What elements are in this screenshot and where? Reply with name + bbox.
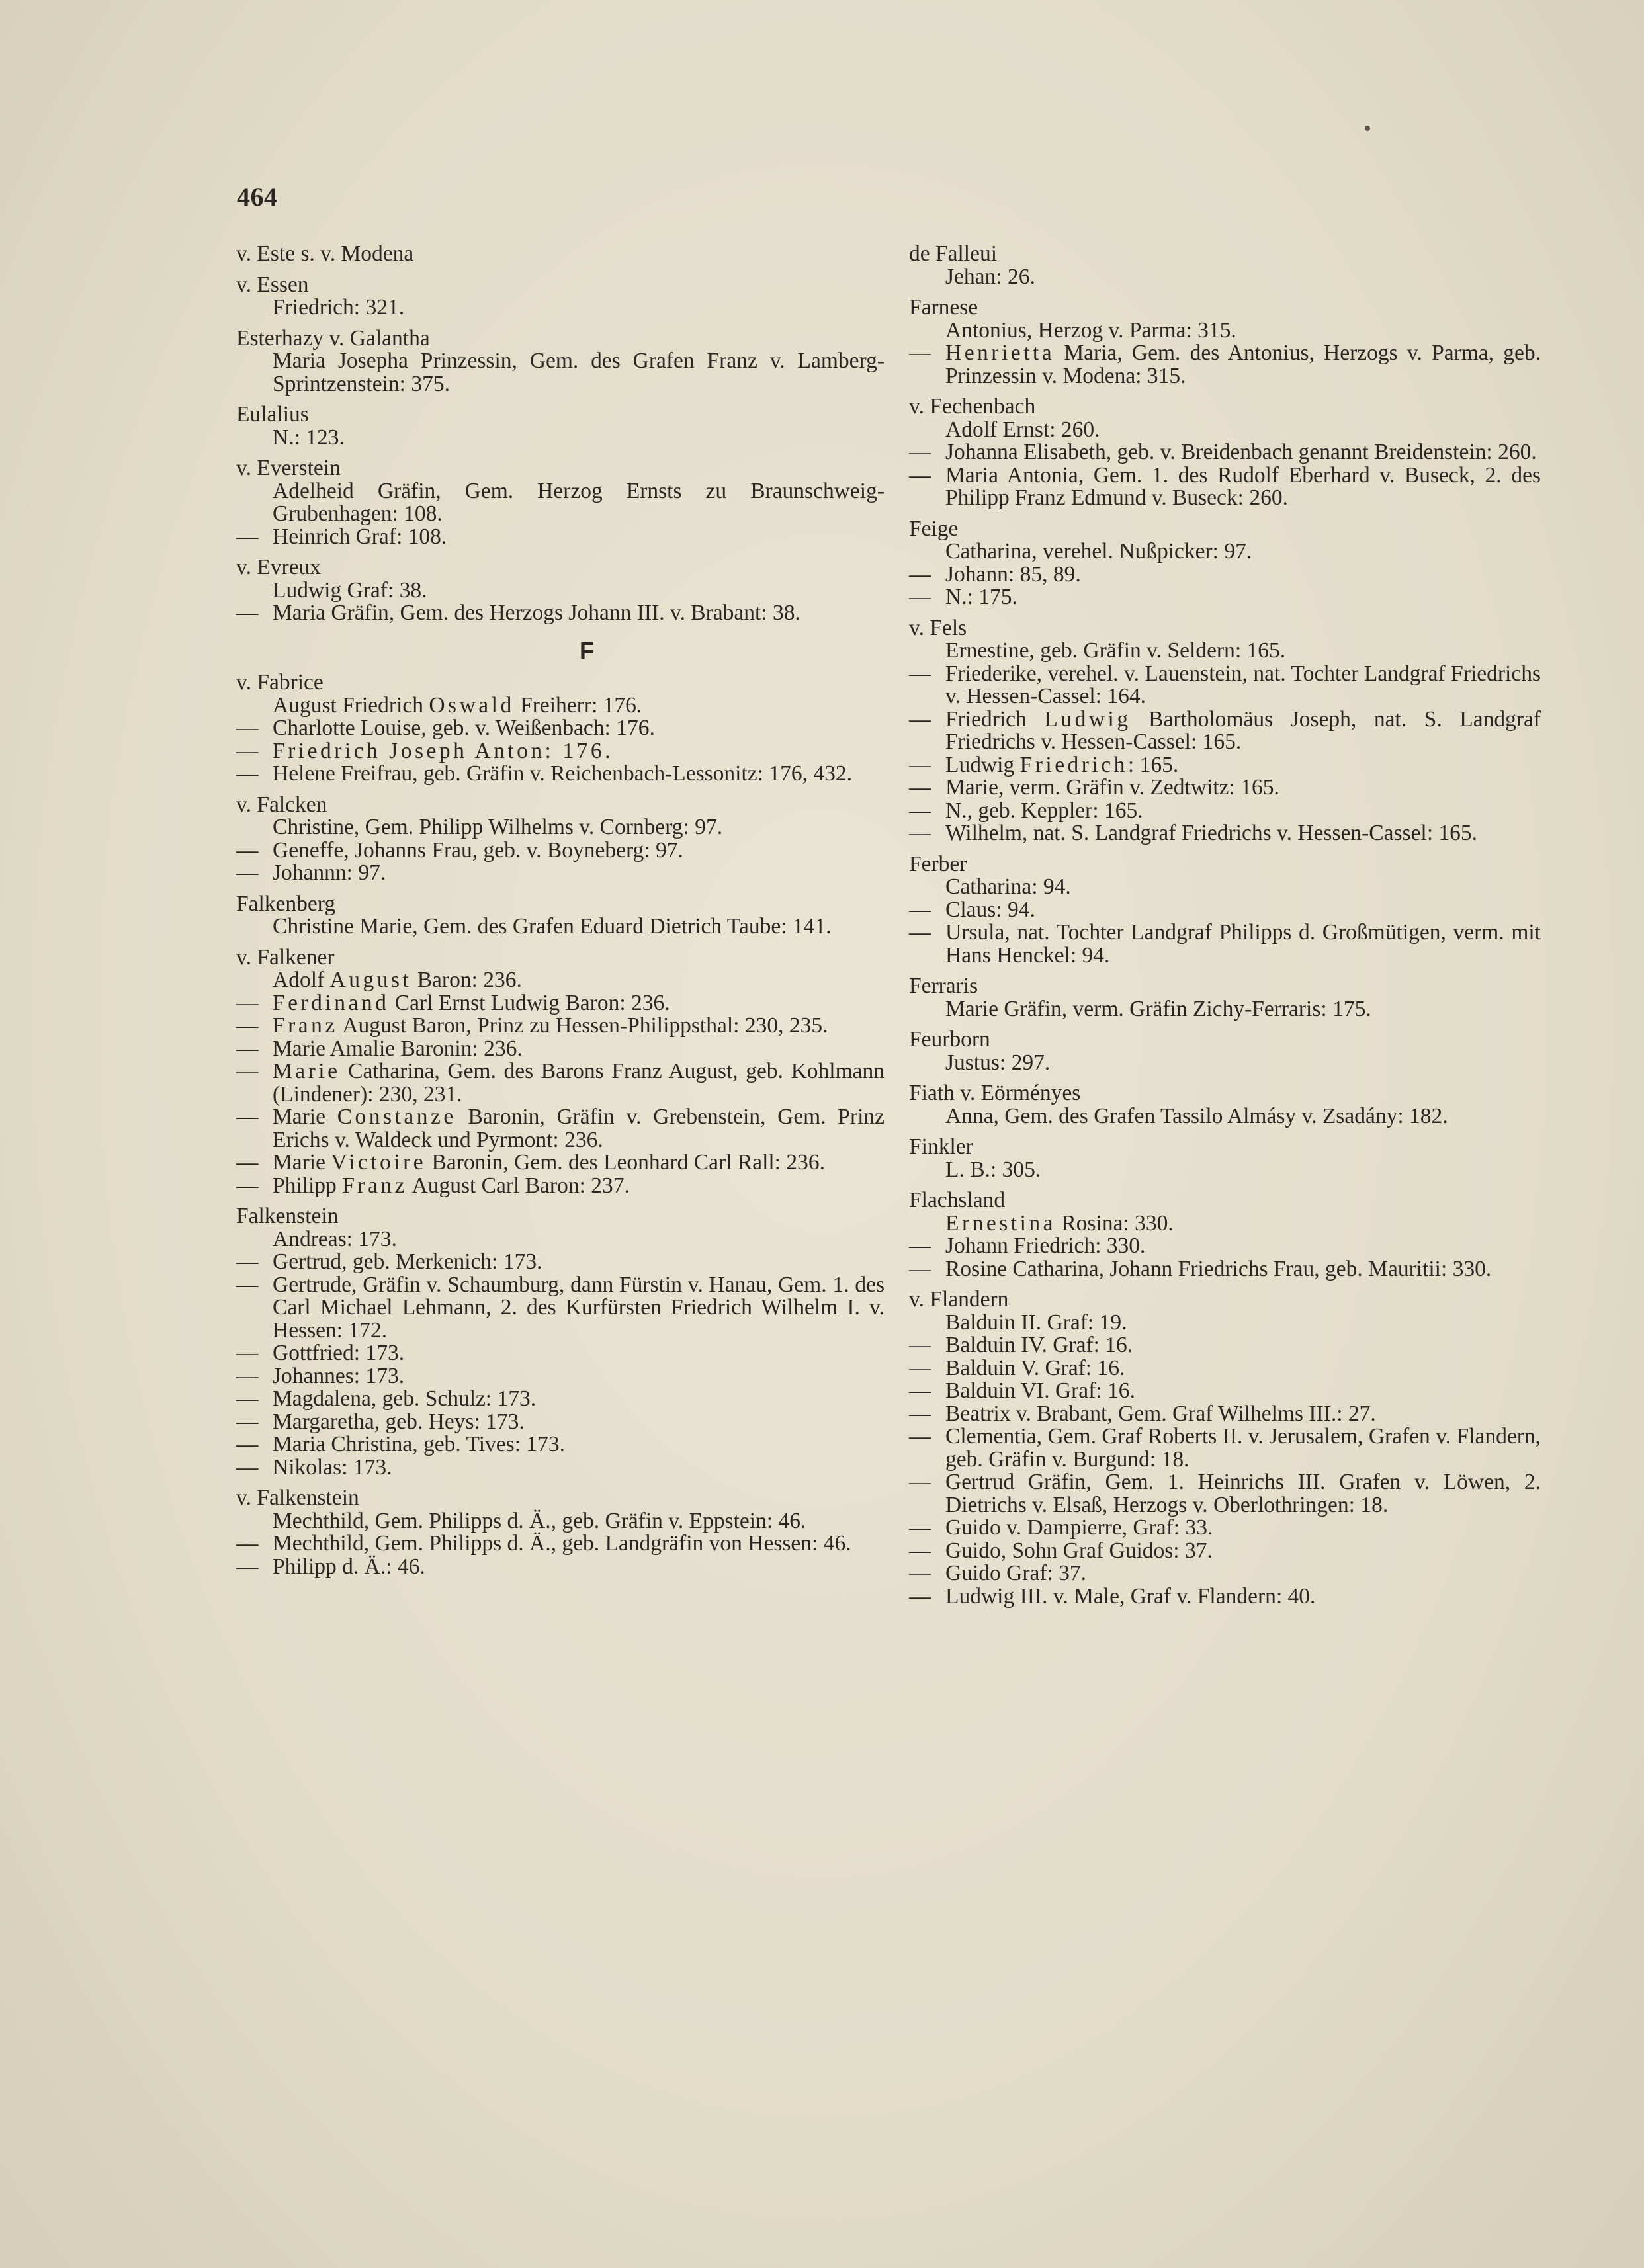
text: Friedrich: [945, 706, 1027, 732]
entry-subline: [236, 1175, 885, 1198]
text: Rosina: 330.: [1061, 1210, 1174, 1236]
entry-line: Justus: 297.: [945, 1050, 1051, 1075]
entry-head: de Falleui: [909, 241, 998, 266]
dash: —: [909, 1424, 931, 1449]
dash: —: [236, 990, 259, 1015]
index-entry-ferraris: [909, 975, 1541, 1021]
spaced-name: Ernestina: [945, 1210, 1057, 1236]
entry-line: L. B.: 305.: [945, 1157, 1041, 1182]
entry-subline-text: Balduin IV. Graf: 16.: [945, 1333, 1133, 1357]
entry-subline-text: Magdalena, geb. Schulz: 173.: [273, 1386, 537, 1411]
spaced-name: Oswald: [429, 693, 515, 718]
dash: —: [909, 661, 931, 686]
entry-subline-text: Charlotte Louise, geb. v. Weißenbach: 176.: [273, 716, 655, 740]
index-entry-ferber: [909, 853, 1541, 968]
entry-subline-text: Balduin VI. Graf: 16.: [945, 1378, 1135, 1403]
dash: —: [909, 585, 931, 609]
dash: —: [909, 798, 931, 823]
entry-subline: [909, 1235, 1541, 1258]
text: : 165.: [1127, 752, 1179, 777]
dash: —: [909, 341, 931, 365]
entry-head: Ferraris: [909, 974, 978, 998]
entry-subline-text: Gertrud, geb. Merkenich: 173.: [273, 1249, 542, 1274]
index-entry-fabrice: [236, 671, 885, 786]
entry-head: Farnese: [909, 295, 978, 319]
dash: —: [909, 562, 931, 587]
entry-line: Catharina: 94.: [945, 874, 1071, 899]
text: August Friedrich: [273, 693, 423, 718]
entry-subline: [236, 763, 885, 786]
dash: —: [236, 1059, 259, 1083]
entry-subline: [236, 1251, 885, 1274]
entry-subline: [909, 1357, 1541, 1380]
dash: —: [909, 1583, 931, 1609]
entry-subline-text: Gertrude, Gräfin v. Schaumburg, dann Fürstin v. Hanau, Gem. 1. des Carl Michael Lehmann, 2. des Kurfürsten Friedrich Wilhelm I. v. Hessen: 172.: [273, 1272, 885, 1343]
entry-head: v. Falcken: [236, 792, 327, 817]
dash: —: [909, 1470, 931, 1494]
index-entry-fechenbach: [909, 396, 1541, 510]
entry-line: Balduin II. Graf: 19.: [945, 1310, 1127, 1335]
entry-head: v. Everstein: [236, 456, 341, 480]
text: Ludwig: [945, 752, 1015, 777]
entry-head: v. Essen: [236, 272, 309, 297]
entry-subline: [909, 800, 1541, 823]
spaced-name: Victoire: [331, 1150, 427, 1175]
entry-line: Catharina, verehel. Nußpicker: 97.: [945, 539, 1252, 564]
text: Friederike, verehel. v. Lauenstein, nat. Tochter Landgraf Friedrichs v. Hessen-Cassel: 164.: [945, 661, 1541, 708]
dash: —: [909, 706, 931, 732]
spaced-name: Franz: [273, 1013, 338, 1038]
entry-head: v. Evreux: [236, 555, 322, 579]
entry-subline: [236, 740, 885, 763]
entry-subline-text: Geneffe, Johanns Frau, geb. v. Boyneberg: 97.: [273, 837, 683, 862]
entry-subline: [236, 1533, 885, 1556]
entry-subline: [909, 1380, 1541, 1403]
entry-subline: [909, 564, 1541, 587]
section-letter: F: [580, 636, 594, 664]
entry-subline-text: Gottfried: 173.: [273, 1341, 405, 1365]
entry-line: Anna, Gem. des Grafen Tassilo Almásy v. Zsadány: 182.: [945, 1103, 1448, 1128]
entry-subline: [236, 1152, 885, 1175]
entry-subline: [236, 839, 885, 862]
dash: —: [909, 440, 931, 464]
entry-subline-text: Friedrich Joseph Anton: 176.: [273, 738, 613, 763]
entry-subline-text: Mechthild, Gem. Philipps d. Ä., geb. Landgräfin von Hessen: 46.: [273, 1531, 851, 1556]
entry-head: Falkenstein: [236, 1204, 339, 1228]
entry-subline-text: Rosine Catharina, Johann Friedrichs Frau, geb. Mauritii: 330.: [945, 1256, 1492, 1281]
entry-line: Maria Josepha Prinzessin, Gem. des Grafen Franz v. Lamberg-Sprintzenstein: 375.: [273, 349, 885, 396]
entry-subline: [236, 1433, 885, 1456]
index-entry-v-falkenstein: [236, 1487, 885, 1578]
entry-subline-text: Philipp d. Ä.: 46.: [273, 1554, 425, 1579]
entry-subline: [909, 708, 1541, 754]
spaced-name: Friedrich: [1019, 752, 1128, 777]
entry-line: [236, 969, 885, 992]
text: Marie Amalie Baronin: 236.: [273, 1036, 523, 1061]
entry-subline-text: Maria Christina, geb. Tives: 173.: [273, 1432, 566, 1456]
entry-subline: [909, 754, 1541, 777]
entry-subline-text: Johann: 85, 89.: [945, 562, 1081, 587]
text: August Baron, Prinz zu Hessen-Philippsthal: 230, 235.: [342, 1013, 828, 1038]
entry-line: Friedrich: 321.: [273, 295, 405, 319]
dash: —: [909, 1538, 931, 1563]
index-entry-eulalius: [236, 403, 885, 449]
index-entry-finkler: [909, 1136, 1541, 1181]
index-entry-falleui: [909, 243, 1541, 288]
entry-head: v. Fels: [909, 615, 967, 640]
dash: —: [236, 1531, 259, 1556]
index-entry-evreux: [236, 556, 885, 625]
text: Wilhelm, nat. S. Landgraf Friedrichs v. Hessen-Cassel: 165.: [945, 821, 1478, 845]
dash: —: [236, 738, 259, 763]
entry-subline: [909, 777, 1541, 800]
dash: —: [909, 1256, 931, 1281]
entry-subline-text: Ludwig III. v. Male, Graf v. Flandern: 40.: [945, 1583, 1316, 1609]
entry-subline: [236, 1365, 885, 1388]
text: Marie, verm. Gräfin v. Zedtwitz: 165.: [945, 775, 1279, 800]
text: Bartholomäus Joseph, nat. S. Landgraf Friedrichs v. Hessen-Cassel: 165.: [945, 706, 1541, 754]
text: Philipp: [273, 1173, 337, 1198]
index-entry-everstein: [236, 457, 885, 548]
text: Carl Ernst Ludwig Baron: 236.: [394, 990, 670, 1015]
entry-subline: [909, 441, 1541, 464]
text: Adolf: [273, 968, 325, 992]
entry-head: Feige: [909, 516, 959, 541]
dash: —: [909, 897, 931, 922]
right-column: [909, 243, 1541, 1616]
entry-subline-text: Nikolas: 173.: [273, 1454, 392, 1480]
text: Marie: [273, 1105, 325, 1129]
dash: —: [236, 861, 259, 885]
entry-subline-text: Helene Freifrau, geb. Gräfin v. Reichenbach-Lessonitz: 176, 432.: [273, 761, 852, 786]
entry-line: [236, 694, 885, 718]
entry-subline: [909, 586, 1541, 609]
index-entry-feige: [909, 518, 1541, 609]
spaced-name: Marie: [273, 1059, 341, 1083]
index-entry-flandern: [909, 1288, 1541, 1608]
index-entry-falkener: [236, 946, 885, 1198]
entry-line: Andreas: 173.: [273, 1226, 397, 1251]
entry-line: N.: 123.: [273, 425, 345, 450]
entry-subline-text: Guido Graf: 37.: [945, 1561, 1087, 1585]
dash: —: [909, 1561, 931, 1585]
dash: —: [909, 1355, 931, 1380]
index-entry-fels: [909, 617, 1541, 845]
spaced-name: Henrietta: [945, 341, 1055, 365]
entry-head: Ferber: [909, 851, 967, 876]
entry-subline-text: Heinrich Graf: 108.: [273, 524, 447, 549]
entry-head: Eulalius: [236, 402, 309, 427]
left-column: [236, 243, 885, 1586]
index-entry-falcken: [236, 794, 885, 885]
index-entry-falkenberg: [236, 893, 885, 939]
entry-subline: [909, 1585, 1541, 1609]
entry-line: [909, 1212, 1541, 1236]
text: Catharina, Gem. des Barons Franz August, geb. Kohlmann (Lindener): 230, 231.: [273, 1059, 885, 1107]
dash: —: [236, 761, 259, 786]
index-entry-feurborn: [909, 1029, 1541, 1074]
text: Maria, Gem. des Antonius, Herzogs v. Parma, geb. Prinzessin v. Modena: 315.: [945, 341, 1541, 388]
entry-subline: [236, 1274, 885, 1343]
dash: —: [236, 837, 259, 862]
entry-subline: [909, 1540, 1541, 1563]
text: Baron: 236.: [417, 968, 522, 992]
text: Baronin, Gem. des Leonhard Carl Rall: 236.: [431, 1150, 825, 1175]
entry-subline: [909, 822, 1541, 845]
entry-head: Flachsland: [909, 1188, 1006, 1212]
dash: —: [909, 462, 931, 487]
entry-head: Esterhazy v. Galantha: [236, 325, 430, 351]
dash: —: [236, 1105, 259, 1129]
spaced-name: Constanze: [337, 1105, 456, 1129]
dash: —: [909, 920, 931, 945]
entry-subline: [236, 1015, 885, 1038]
text: N., geb. Keppler: 165.: [945, 798, 1143, 823]
entry-subline: [236, 992, 885, 1015]
entry-head: Falkenberg: [236, 891, 336, 916]
entry-line: Ernestine, geb. Gräfin v. Seldern: 165.: [945, 638, 1286, 663]
entry-subline: [909, 464, 1541, 510]
entry-subline-text: Johannes: 173.: [273, 1363, 405, 1388]
ink-speck: [1365, 126, 1370, 131]
entry-subline: [236, 717, 885, 740]
entry-subline: [236, 526, 885, 549]
entry-line: Adelheid Gräfin, Gem. Herzog Ernsts zu Braunschweig-Grubenhagen: 108.: [273, 478, 885, 526]
entry-subline-text: Claus: 94.: [945, 897, 1035, 922]
entry-subline-text: Guido v. Dampierre, Graf: 33.: [945, 1515, 1213, 1540]
entry-line: Christine, Gem. Philipp Wilhelms v. Cornberg: 97.: [273, 815, 723, 839]
dash: —: [236, 524, 259, 549]
dash: —: [909, 775, 931, 800]
dash: —: [236, 1272, 259, 1297]
dash: —: [236, 1554, 259, 1579]
entry-subline-text: Balduin V. Graf: 16.: [945, 1355, 1125, 1380]
dash: —: [909, 1234, 931, 1258]
entry-subline: [909, 1403, 1541, 1426]
spaced-name: Ferdinand: [273, 990, 390, 1015]
entry-subline: [236, 1038, 885, 1061]
entry-head: v. Este s. v. Modena: [236, 241, 414, 266]
index-entry-flachsland: [909, 1189, 1541, 1281]
dash: —: [909, 752, 931, 777]
entry-subline: [909, 1334, 1541, 1357]
entry-subline: [236, 1106, 885, 1152]
entry-subline-text: Johanna Elisabeth, geb. v. Breidenbach genannt Breidenstein: 260.: [945, 440, 1537, 464]
page-number: 464: [237, 182, 278, 212]
entry-subline: [909, 1562, 1541, 1585]
entry-head: Fiath v. Eörményes: [909, 1081, 1081, 1105]
entry-head: Feurborn: [909, 1027, 990, 1052]
text: Baronin, Gräfin v. Grebenstein, Gem. Prinz Erichs v. Waldeck und Pyrmont: 236.: [273, 1105, 885, 1152]
entry-head: v. Falkener: [236, 945, 335, 970]
entry-line: Jehan: 26.: [945, 264, 1035, 289]
dash: —: [909, 1333, 931, 1357]
dash: —: [236, 1173, 259, 1198]
spaced-name: Ludwig: [1044, 706, 1131, 732]
entry-subline: [909, 899, 1541, 922]
entry-subline-text: Johann Friedrich: 330.: [945, 1234, 1146, 1258]
entry-subline: [236, 862, 885, 885]
entry-subline-text: Beatrix v. Brabant, Gem. Graf Wilhelms III.: 27.: [945, 1401, 1376, 1426]
entry-subline-text: Clementia, Gem. Graf Roberts II. v. Jerusalem, Grafen v. Flandern, geb. Gräfin v. Burgund: 18.: [945, 1424, 1541, 1472]
entry-line: Mechthild, Gem. Philipps d. Ä., geb. Gräfin v. Eppstein: 46.: [273, 1508, 806, 1533]
dash: —: [909, 1401, 931, 1426]
dash: —: [909, 821, 931, 845]
entry-subline: [236, 1342, 885, 1365]
dash: —: [236, 716, 259, 740]
entry-line: Ludwig Graf: 38.: [273, 577, 427, 603]
dash: —: [909, 1515, 931, 1540]
dash: —: [236, 1409, 259, 1434]
entry-subline: [236, 1388, 885, 1411]
entry-line: Antonius, Herzog v. Parma: 315.: [945, 317, 1236, 343]
dash: —: [236, 1454, 259, 1480]
spaced-name: Franz: [342, 1173, 408, 1198]
dash: —: [236, 1249, 259, 1274]
entry-subline: [236, 1411, 885, 1434]
entry-subline: [909, 921, 1541, 967]
entry-subline: [909, 1517, 1541, 1540]
entry-head: v. Fechenbach: [909, 394, 1036, 419]
dash: —: [236, 1363, 259, 1388]
dash: —: [236, 1341, 259, 1365]
entry-subline-text: Maria Gräfin, Gem. des Herzogs Johann III. v. Brabant: 38.: [273, 601, 800, 625]
text: Marie: [273, 1150, 325, 1175]
dash: —: [236, 1432, 259, 1456]
entry-subline: [909, 1425, 1541, 1471]
entry-head: Finkler: [909, 1134, 973, 1159]
dash: —: [236, 1036, 259, 1061]
entry-subline-text: Maria Antonia, Gem. 1. des Rudolf Eberhard v. Buseck, 2. des Philipp Franz Edmund v. Buseck: 260.: [945, 462, 1541, 510]
spaced-name: August: [329, 968, 412, 992]
entry-subline-text: Margaretha, geb. Heys: 173.: [273, 1409, 525, 1434]
index-entry-este: [236, 243, 885, 266]
entry-line: Adolf Ernst: 260.: [945, 417, 1100, 442]
index-entry-farnese: [909, 296, 1541, 388]
dash: —: [236, 601, 259, 625]
entry-subline-text: Guido, Sohn Graf Guidos: 37.: [945, 1538, 1213, 1563]
index-entry-esterhazy: [236, 327, 885, 396]
entry-head: v. Falkenstein: [236, 1486, 359, 1510]
dash: —: [236, 1013, 259, 1038]
entry-subline: [909, 663, 1541, 708]
dash: —: [236, 1386, 259, 1411]
entry-line: Christine Marie, Gem. des Grafen Eduard Dietrich Taube: 141.: [273, 914, 832, 939]
entry-line: Marie Gräfin, verm. Gräfin Zichy-Ferraris: 175.: [945, 996, 1371, 1021]
entry-subline: [236, 602, 885, 625]
entry-head: v. Flandern: [909, 1287, 1009, 1312]
entry-subline: [236, 1456, 885, 1480]
entry-subline: [909, 1471, 1541, 1517]
entry-head: v. Fabrice: [236, 670, 324, 694]
entry-subline-text: N.: 175.: [945, 585, 1017, 609]
entry-subline-text: Ursula, nat. Tochter Landgraf Philipps d. Großmütigen, verm. mit Hans Henckel: 94.: [945, 920, 1541, 968]
entry-subline-text: Gertrud Gräfin, Gem. 1. Heinrichs III. Grafen v. Löwen, 2. Dietrichs v. Elsaß, Herzogs v. Oberlothringen: 18.: [945, 1470, 1541, 1517]
entry-subline: [236, 1556, 885, 1579]
text: Freiherr: 176.: [520, 693, 642, 718]
index-entry-falkenstein: [236, 1205, 885, 1479]
entry-subline: [909, 1258, 1541, 1281]
entry-subline-text: Johannn: 97.: [273, 861, 386, 885]
text: August Carl Baron: 237.: [411, 1173, 630, 1198]
index-entry-essen: [236, 274, 885, 319]
dash: —: [909, 1378, 931, 1403]
dash: —: [236, 1150, 259, 1175]
index-entry-fiath: [909, 1082, 1541, 1128]
entry-subline: [909, 342, 1541, 388]
entry-subline: [236, 1060, 885, 1106]
